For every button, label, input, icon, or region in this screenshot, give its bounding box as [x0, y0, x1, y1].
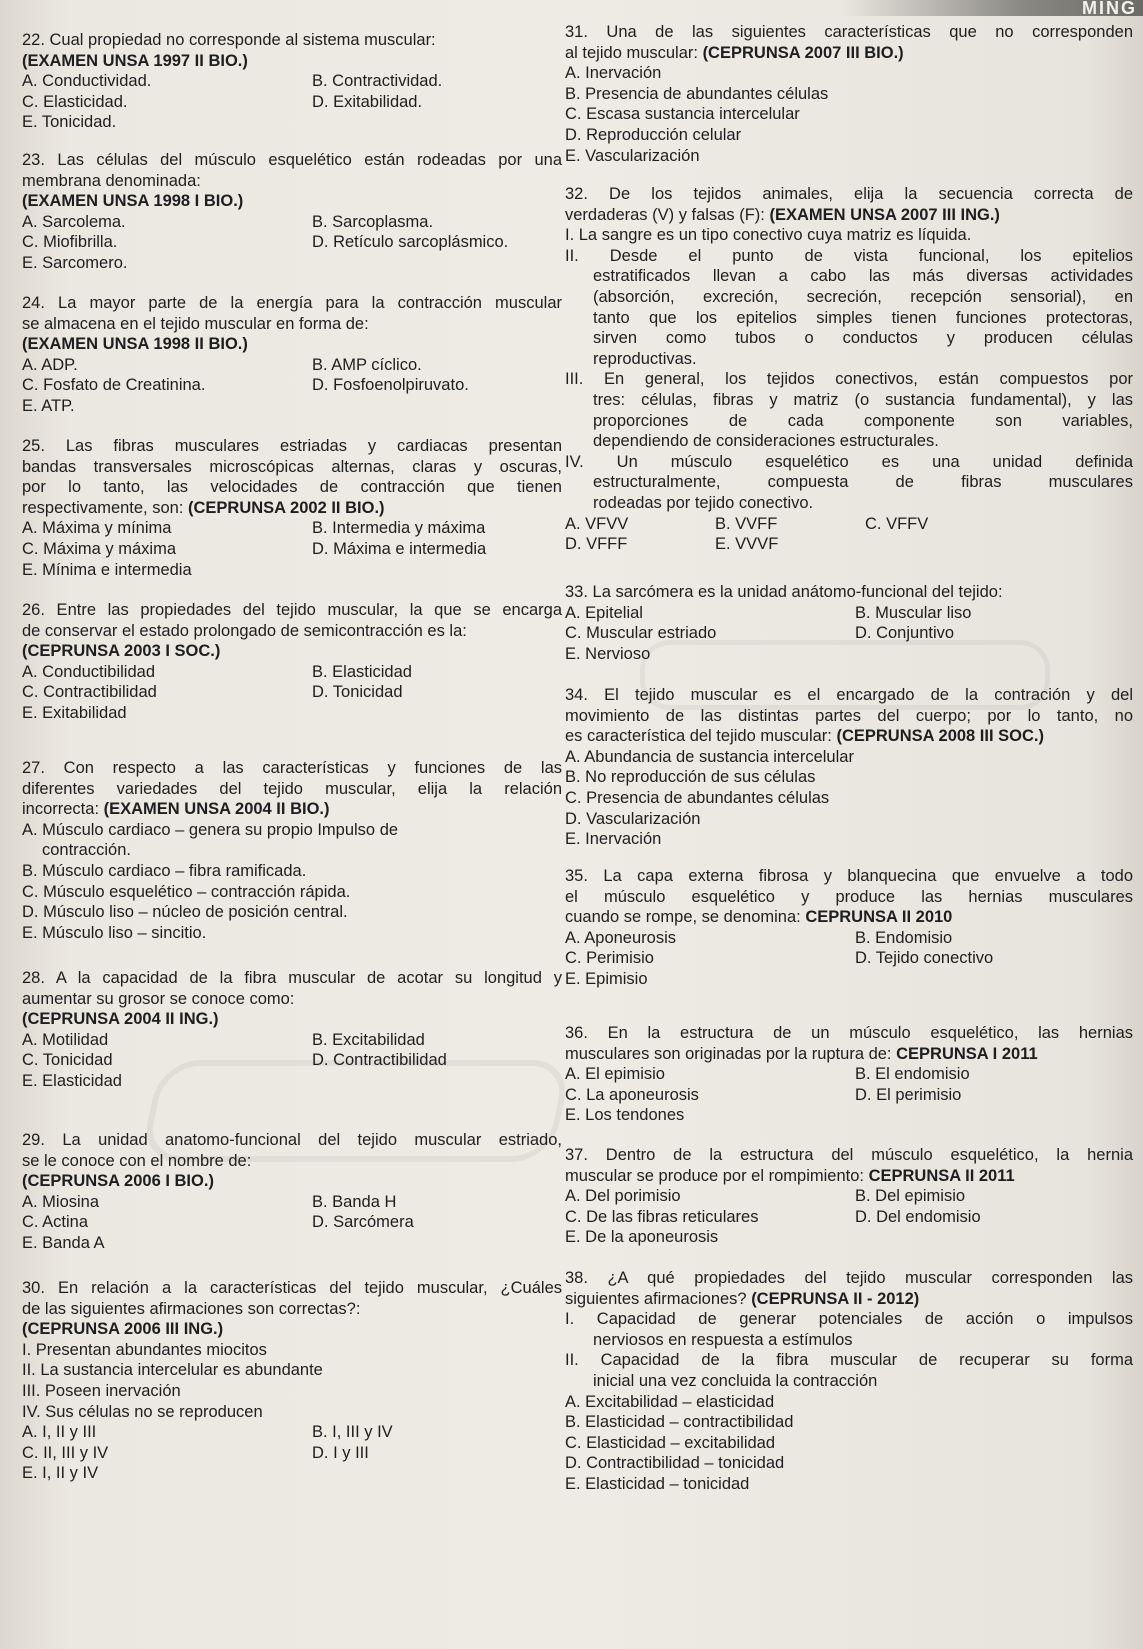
- option-item[interactable]: B. Elasticidad: [312, 662, 412, 681]
- exam-source: (EXAMEN UNSA 1997 II BIO.): [22, 51, 248, 70]
- option-item[interactable]: B. Elasticidad – contractibilidad: [565, 1413, 794, 1432]
- question-text: muscular se produce por el rompimiento:: [565, 1166, 869, 1185]
- options-row: [22, 92, 562, 113]
- option-item[interactable]: A. Músculo cardiaco – genera su propio Impulso de: [22, 820, 399, 839]
- source-line: [22, 334, 562, 355]
- statement-text: (absorción, excreción, secreción, recepción sensorial), en: [593, 287, 1133, 306]
- option-item[interactable]: D. Contractibilidad – tonicidad: [565, 1454, 785, 1473]
- options-row: [22, 1422, 562, 1443]
- option-item[interactable]: B. AMP cíclico.: [312, 355, 422, 374]
- option-item[interactable]: A. Motilidad: [22, 1030, 109, 1049]
- option-item[interactable]: A. ADP.: [22, 355, 78, 374]
- exam-source: (CEPRUNSA 2007 III BIO.): [702, 43, 904, 62]
- options-row: [22, 539, 562, 560]
- exam-source: (CEPRUNSA II - 2012): [751, 1289, 920, 1308]
- options-row: [565, 928, 1133, 949]
- question-28: [22, 968, 562, 1092]
- options-row: [22, 1233, 562, 1254]
- options-row: [565, 1207, 1133, 1228]
- question-text: diferentes variedades del tejido muscular, elija la relación: [22, 779, 562, 798]
- statement-text: estructuralmente, compuesta de fibras musculares: [593, 473, 1133, 492]
- question-text: por lo tanto, las velocidades de contracción que tienen: [22, 478, 562, 497]
- option-item[interactable]: B. Sarcoplasma.: [312, 212, 434, 231]
- source-line: [22, 191, 562, 212]
- options-row: [22, 253, 562, 274]
- option-item[interactable]: E. Elasticidad: [22, 1071, 122, 1090]
- question-31: [565, 22, 1133, 166]
- exam-source: (EXAMEN UNSA 2004 II BIO.): [103, 800, 330, 819]
- option-item[interactable]: E. Vascularización: [565, 146, 700, 165]
- question-text: de conservar el estado prolongado de semicontracción es la:: [22, 621, 467, 640]
- question-34: [565, 685, 1133, 850]
- question-32: [565, 184, 1133, 555]
- options-row: [565, 1105, 1133, 1126]
- question-33: [565, 582, 1133, 664]
- exam-source: (CEPRUNSA 2006 I BIO.): [22, 1172, 214, 1191]
- option-item[interactable]: D. Del endomisio: [855, 1207, 981, 1226]
- option-item[interactable]: E. Tonicidad.: [22, 113, 117, 132]
- options-row: [22, 71, 562, 92]
- question-text: 31. Una de las siguientes características que no corresponden: [565, 23, 1133, 41]
- option-item[interactable]: C. La aponeurosis: [565, 1085, 699, 1104]
- question-text: siguientes afirmaciones?: [565, 1289, 752, 1308]
- statement-text: sirven como tubos o conductos y producen células: [593, 329, 1133, 348]
- question-26: [22, 600, 562, 724]
- source-line: [22, 641, 562, 662]
- options-row: [22, 212, 562, 233]
- banner-text: MING: [1082, 0, 1137, 18]
- option-item[interactable]: B. VVFF: [715, 514, 778, 533]
- option-item[interactable]: B. Músculo cardiaco – fibra ramificada.: [22, 861, 307, 880]
- option-item[interactable]: E. Banda A: [22, 1233, 105, 1252]
- question-text: 26. Entre las propiedades del tejido muscular, la que se encarga: [22, 601, 562, 619]
- option-item[interactable]: E. VVVF: [715, 535, 779, 554]
- option-item[interactable]: III. Poseen inervación: [22, 1381, 181, 1400]
- options-row: [565, 534, 1133, 555]
- option-item[interactable]: E. De la aponeurosis: [565, 1228, 719, 1247]
- option-item[interactable]: A. I, II y III: [22, 1423, 97, 1442]
- option-item[interactable]: B. Muscular liso: [855, 603, 972, 622]
- options-row: [22, 1463, 562, 1484]
- option-item[interactable]: C. Tonicidad: [22, 1051, 113, 1070]
- source-line: [565, 1289, 1133, 1310]
- statement-text: reproductivas.: [593, 349, 697, 368]
- exam-source: CEPRUNSA II 2010: [805, 908, 953, 927]
- option-item[interactable]: E. I, II y IV: [22, 1464, 99, 1483]
- option-item[interactable]: E. Músculo liso – sincitio.: [22, 923, 207, 942]
- option-item[interactable]: B. Endomisio: [855, 928, 953, 947]
- option-item[interactable]: C. Actina: [22, 1213, 89, 1232]
- options-row: [22, 355, 562, 376]
- option-item[interactable]: A. Sarcolema.: [22, 212, 126, 231]
- option-item[interactable]: II. La sustancia intercelular es abundante: [22, 1361, 323, 1380]
- option-item[interactable]: B. I, III y IV: [312, 1423, 393, 1442]
- option-item[interactable]: A. Inervación: [565, 64, 662, 83]
- option-item[interactable]: D. Exitabilidad.: [312, 92, 423, 111]
- option-item[interactable]: C. VFFV: [865, 514, 929, 533]
- statement-text: nerviosos en respuesta a estímulos: [593, 1330, 853, 1349]
- question-text: de las siguientes afirmaciones son correctas?:: [22, 1299, 361, 1318]
- options-row: [22, 1071, 562, 1092]
- question-text: 29. La unidad anatomo-funcional del tejido muscular estriado,: [22, 1131, 562, 1149]
- options-row: [22, 518, 562, 539]
- question-text: cuando se rompe, se denomina:: [565, 908, 806, 927]
- source-line: [565, 1166, 1133, 1187]
- option-item[interactable]: A. Del porimisio: [565, 1187, 681, 1206]
- option-item[interactable]: B. Intermedia y máxima: [312, 519, 486, 538]
- option-item[interactable]: D. VFFF: [565, 535, 628, 554]
- option-item[interactable]: D. Reproducción celular: [565, 125, 742, 144]
- source-line: [565, 43, 1133, 64]
- question-text: se le conoce con el nombre de:: [22, 1151, 252, 1170]
- exam-source: (CEPRUNSA 2006 III ING.): [22, 1320, 224, 1339]
- question-text: se almacena en el tejido muscular en forma de:: [22, 314, 369, 333]
- option-item[interactable]: IV. Sus células no se reproducen: [22, 1402, 263, 1421]
- question-text: 30. En relación a la características del tejido muscular, ¿Cuáles: [22, 1279, 562, 1297]
- options-row: [22, 560, 562, 581]
- options-row: [565, 1085, 1133, 1106]
- option-item[interactable]: D. El perimisio: [855, 1085, 962, 1104]
- option-item[interactable]: C. Presencia de abundantes células: [565, 788, 830, 807]
- statement-text: dependiendo de consideraciones estructurales.: [593, 432, 939, 451]
- question-35: [565, 866, 1133, 990]
- question-text: aumentar su grosor se conoce como:: [22, 989, 295, 1008]
- question-text: movimiento de las distintas partes del cuerpo; por lo tanto, no: [565, 706, 1133, 725]
- options-row: [22, 1192, 562, 1213]
- option-item[interactable]: D. Tonicidad: [312, 683, 403, 702]
- option-item[interactable]: A. Abundancia de sustancia intercelular: [565, 747, 854, 766]
- option-item[interactable]: E. Sarcomero.: [22, 253, 128, 272]
- option-item[interactable]: A. Aponeurosis: [565, 928, 676, 947]
- question-text: incorrecta:: [22, 800, 104, 819]
- question-text: 32. De los tejidos animales, elija la secuencia correcta de: [565, 185, 1133, 203]
- question-23: [22, 150, 562, 274]
- option-item[interactable]: C. Elasticidad.: [22, 92, 128, 111]
- option-item[interactable]: C. II, III y IV: [22, 1443, 109, 1462]
- options-row: [22, 396, 562, 417]
- option-item[interactable]: E. Exitabilidad: [22, 703, 127, 722]
- question-38: [565, 1268, 1133, 1495]
- question-text: 36. En la estructura de un músculo esquelético, las hernias: [565, 1024, 1133, 1042]
- exam-source: (EXAMEN UNSA 1998 II BIO.): [22, 335, 248, 354]
- question-text: 28. A la capacidad de la fibra muscular de acotar su longitud y: [22, 969, 562, 987]
- source-line: [22, 1009, 562, 1030]
- source-line: [565, 1044, 1133, 1065]
- options-row: [565, 603, 1133, 624]
- question-text: bandas transversales microscópicas alternas, claras y oscuras,: [22, 457, 562, 476]
- option-item[interactable]: E. Elasticidad – tonicidad: [565, 1474, 750, 1493]
- option-item[interactable]: E. Inervación: [565, 830, 662, 849]
- option-item[interactable]: D. Sarcómera: [312, 1213, 414, 1232]
- option-item[interactable]: E. Los tendones: [565, 1106, 685, 1125]
- question-37: [565, 1145, 1133, 1248]
- statement-text: III. En general, los tejidos conectivos, están compuestos por: [565, 370, 1133, 389]
- question-36: [565, 1023, 1133, 1126]
- statement-text: I. Capacidad de generar potenciales de acción o impulsos: [565, 1310, 1133, 1329]
- option-item[interactable]: A. Epitelial: [565, 603, 643, 622]
- statement-text: proporciones de cada componente son variables,: [593, 411, 1133, 430]
- option-item[interactable]: D. Fosfoenolpiruvato.: [312, 376, 469, 395]
- options-row: [565, 514, 1133, 535]
- question-text: el músculo esquelético y produce las hernias musculares: [565, 887, 1133, 906]
- exam-source: CEPRUNSA I 2011: [896, 1044, 1038, 1063]
- option-item[interactable]: D. I y III: [312, 1443, 369, 1462]
- question-text: 22. Cual propiedad no corresponde al sistema muscular:: [22, 31, 436, 49]
- question-24: [22, 293, 562, 417]
- statement-text: rodeadas por tejido conectivo.: [593, 493, 814, 512]
- option-item[interactable]: C. Perimisio: [565, 949, 654, 968]
- option-item[interactable]: A. Conductibilidad: [22, 662, 155, 681]
- question-text: es característica del tejido muscular:: [565, 727, 837, 746]
- option-item[interactable]: D. Conjuntivo: [855, 624, 955, 643]
- question-text: 37. Dentro de la estructura del músculo esquelético, la hernia: [565, 1146, 1133, 1164]
- options-row: [22, 682, 562, 703]
- option-item[interactable]: D. Contractibilidad: [312, 1051, 447, 1070]
- option-item[interactable]: B. Excitabilidad: [312, 1030, 425, 1049]
- options-row: [22, 1443, 562, 1464]
- option-item[interactable]: B. Presencia de abundantes células: [565, 84, 829, 103]
- source-line: [22, 1171, 562, 1192]
- source-line: [22, 1319, 562, 1340]
- statement-text: IV. Un músculo esquelético es una unidad definida: [565, 452, 1133, 471]
- option-item[interactable]: D. Tejido conectivo: [855, 949, 994, 968]
- statement-text: tres: células, fibras y matriz (o sustancia fundamental), y las: [593, 390, 1133, 409]
- options-row: [565, 969, 1133, 990]
- question-22: [22, 30, 562, 133]
- option-item[interactable]: A. Miosina: [22, 1192, 100, 1211]
- options-row: [565, 1227, 1133, 1248]
- question-text: 33. La sarcómera es la unidad anátomo-funcional del tejido:: [565, 583, 1003, 601]
- option-item[interactable]: A. El epimisio: [565, 1065, 665, 1084]
- exam-source: (CEPRUNSA 2004 II ING.): [22, 1010, 219, 1029]
- option-item[interactable]: D. Máxima e intermedia: [312, 539, 487, 558]
- option-item[interactable]: D. Vascularización: [565, 809, 701, 828]
- question-text: verdaderas (V) y falsas (F):: [565, 205, 770, 224]
- option-item[interactable]: B. Banda H: [312, 1192, 397, 1211]
- options-row: [22, 112, 562, 133]
- header-banner: [843, 0, 1143, 16]
- exam-source: (CEPRUNSA 2008 III SOC.): [836, 727, 1044, 746]
- option-item[interactable]: C. Músculo esquelético – contracción rápida.: [22, 882, 351, 901]
- option-item[interactable]: B. No reproducción de sus células: [565, 768, 816, 787]
- question-text: 35. La capa externa fibrosa y blanquecina que envuelve a todo: [565, 867, 1133, 885]
- options-row: [22, 1212, 562, 1233]
- option-item[interactable]: E. Mínima e intermedia: [22, 560, 192, 579]
- options-row: [565, 644, 1133, 665]
- exam-source: (CEPRUNSA 2003 I SOC.): [22, 642, 221, 661]
- option-item[interactable]: C. Escasa sustancia intercelular: [565, 105, 800, 124]
- option-item[interactable]: contracción.: [42, 841, 131, 860]
- option-item[interactable]: C. Muscular estriado: [565, 624, 717, 643]
- exam-source: (EXAMEN UNSA 2007 III ING.): [769, 205, 1000, 224]
- exam-source: (EXAMEN UNSA 1998 I BIO.): [22, 192, 244, 211]
- statement-text: inicial una vez concluida la contracción: [593, 1371, 878, 1390]
- question-29: [22, 1130, 562, 1254]
- option-item[interactable]: A. VFVV: [565, 514, 629, 533]
- option-item[interactable]: B. Contractividad.: [312, 72, 443, 91]
- source-line: [22, 51, 562, 72]
- option-item[interactable]: I. Presentan abundantes miocitos: [22, 1340, 267, 1359]
- option-item[interactable]: A. Conductividad.: [22, 72, 152, 91]
- option-item[interactable]: D. Retículo sarcoplásmico.: [312, 233, 509, 252]
- exam-source: CEPRUNSA II 2011: [868, 1166, 1015, 1185]
- option-item[interactable]: E. ATP.: [22, 396, 75, 415]
- option-item[interactable]: D. Músculo liso – núcleo de posición central.: [22, 903, 348, 922]
- options-row: [565, 1064, 1133, 1085]
- options-row: [565, 623, 1133, 644]
- question-text: 25. Las fibras musculares estriadas y cardiacas presentan: [22, 437, 562, 455]
- question-text: 23. Las células del músculo esquelético están rodeadas por una: [22, 151, 562, 169]
- question-text: 34. El tejido muscular es el encargado de la contración y del: [565, 686, 1133, 704]
- option-item[interactable]: C. Elasticidad – excitabilidad: [565, 1433, 776, 1452]
- option-item[interactable]: B. Del epimisio: [855, 1187, 966, 1206]
- options-row: [22, 1030, 562, 1051]
- source-line: [22, 498, 562, 519]
- options-row: [22, 375, 562, 396]
- question-text: 27. Con respecto a las características y funciones de las: [22, 759, 562, 777]
- options-row: [22, 1050, 562, 1071]
- statement-text: II. Desde el punto de vista funcional, los epitelios: [565, 246, 1133, 265]
- options-row: [565, 948, 1133, 969]
- option-item[interactable]: A. Excitabilidad – elasticidad: [565, 1392, 775, 1411]
- option-item[interactable]: C. Contractibilidad: [22, 683, 157, 702]
- statement-text: I. La sangre es un tipo conectivo cuya matriz es líquida.: [565, 226, 972, 245]
- option-item[interactable]: C. Máxima y máxima: [22, 539, 177, 558]
- question-30: [22, 1278, 562, 1484]
- source-line: [22, 799, 562, 820]
- question-text: 38. ¿A qué propiedades del tejido muscular corresponden las: [565, 1269, 1133, 1287]
- question-text: musculares son originadas por la ruptura de:: [565, 1044, 897, 1063]
- question-25: [22, 436, 562, 580]
- options-row: [22, 232, 562, 253]
- options-row: [22, 703, 562, 724]
- option-item[interactable]: C. Miofibrilla.: [22, 233, 118, 252]
- option-item[interactable]: E. Nervioso: [565, 644, 651, 663]
- statement-text: tanto que los epitelios simples tienen funciones protectoras,: [593, 308, 1133, 327]
- question-text: membrana denominada:: [22, 171, 201, 190]
- statement-text: II. Capacidad de la fibra muscular de recuperar su forma: [565, 1351, 1133, 1370]
- source-line: [565, 205, 1133, 226]
- question-text: al tejido muscular:: [565, 43, 703, 62]
- statement-text: estratificados llevan a cabo las más diversas actividades: [593, 267, 1133, 286]
- question-text: 24. La mayor parte de la energía para la contracción muscular: [22, 294, 562, 312]
- option-item[interactable]: A. Máxima y mínima: [22, 519, 172, 538]
- source-line: [565, 726, 1133, 747]
- option-item[interactable]: E. Epimisio: [565, 969, 648, 988]
- option-item[interactable]: B. El endomisio: [855, 1065, 970, 1084]
- option-item[interactable]: C. Fosfato de Creatinina.: [22, 376, 206, 395]
- options-row: [565, 1186, 1133, 1207]
- source-line: [565, 907, 1133, 928]
- options-row: [22, 662, 562, 683]
- question-text: respectivamente, son:: [22, 498, 188, 517]
- option-item[interactable]: C. De las fibras reticulares: [565, 1207, 759, 1226]
- exam-source: (CEPRUNSA 2002 II BIO.): [188, 498, 385, 517]
- question-27: [22, 758, 562, 943]
